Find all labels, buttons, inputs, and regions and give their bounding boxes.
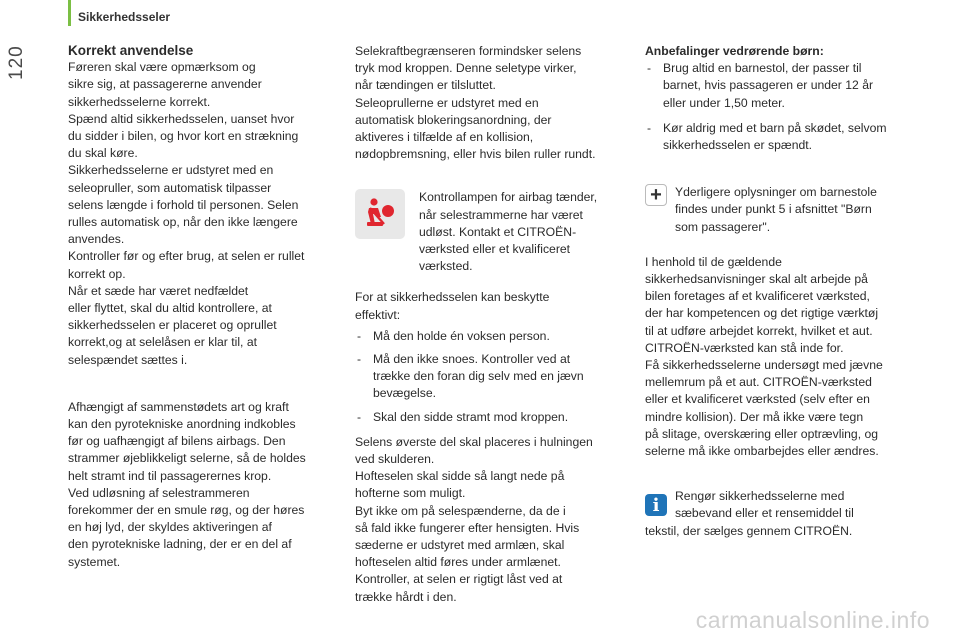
column-2 xyxy=(355,43,635,606)
airbag-warning-note xyxy=(355,189,635,275)
column-2-paragraph-2: Selens øverste del skal placeres i hulningen ved skulderen. Hofteselen skal sidde så langt nede på hofterne som muligt. Byt ikke om på selespænderne, da de i så fald ikke fungerer efter hensigten. Hvis sæderne er udstyret med armlæn, skal hofteselen altid føres under armlænet. Kontroller, at selen er rigtigt låst ved at trække hårdt i den. xyxy=(355,434,593,604)
list-item: - Skal den sidde stramt mod kroppen. xyxy=(357,409,569,424)
info-note-text xyxy=(675,488,925,522)
column-1-paragraph-2: Afhængigt af sammenstødets art og kraft kan den pyrotekniske anordning indkobles før og uafhængigt af bilens airbags. Den strammer øjeblikkeligt selerne, så de holdes helt stramt ind til passagerernes krop. Ved udløsning af selestrammeren forekommer der en smule røg, og der høres en høj lyd, der skyldes aktiveringen af den pyrotekniske ladning, der er en del af systemet. xyxy=(68,399,306,569)
section-accent-bar xyxy=(68,0,71,26)
info-note-line: Rengør sikkerhedsselerne med xyxy=(675,489,845,504)
info-note xyxy=(645,488,925,540)
column-1-paragraph-1: Føreren skal være opmærksom og sikre sig, at passagererne anvender sikkerhedsselerne korrekt. Spænd altid sikkerhedsselen, uanset hvor du sidder i bilen, og hvor kort en strækning du skal køre. Sikkerhedsselerne er udstyret med en seleopruller, som automatisk tilpasser selens længde i forhold til personen. Selen rulles automatisk op, når den ikke længere anvendes. Kontroller før og efter brug, at selen er rullet korrekt op. Når et sæde har været nedfældet eller flyttet, skal du altid kontrollere, at sikkerhedsselen er placeret og oprullet korrekt,og at selelåsen er klar til, at selespændet sættes i. xyxy=(68,60,305,367)
section-title: Sikkerhedsseler xyxy=(78,10,171,24)
list-item: - Kør aldrig med et barn på skødet, selvom sikkerhedsselen er spændt. xyxy=(647,120,887,153)
seatbelt-conditions-list xyxy=(355,328,635,426)
more-info-text: Yderligere oplysninger om barnestole findes under punkt 5 i afsnittet "Børn som passagerer". xyxy=(675,185,877,234)
airbag-warning-lamp-icon xyxy=(355,189,405,239)
column-1 xyxy=(68,42,343,571)
list-item: - Må den ikke snoes. Kontroller ved at trække den foran dig selv med en jævn bevægelse. xyxy=(357,352,584,401)
info-icon: i xyxy=(645,494,667,516)
plus-icon: + xyxy=(645,184,667,206)
list-item: - Må den holde én voksen person. xyxy=(357,328,550,343)
info-note-line: tekstil, der sælges gennem CITROËN. xyxy=(645,523,853,538)
more-info-note xyxy=(645,184,925,236)
list-item: - Brug altid en barnestol, der passer til barnet, hvis passageren er under 12 år eller under 1,50 meter. xyxy=(647,61,874,110)
column-3-paragraph-1: I henhold til de gældende sikkerhedsanvisninger skal alt arbejde på bilen foretages af et kvalificeret værksted, der har kompetencen og det rigtige værktøj til at udføre arbejdet korrekt, hvilket et aut. CITROËN-værksted kan stå inde for. Få sikkerhedsselerne undersøgt med jævne mellemrum på et aut. CITROËN-værksted eller et kvalificeret værksted (selv efter en mindre kollision). Der må ikke være tegn på slitage, overskæring eller optrævling, og selerne må ikke ombarbejdes eller ændres. xyxy=(645,254,883,459)
column-2-intro: For at sikkerhedsselen kan beskytte effektivt: xyxy=(355,290,550,322)
info-note-line: sæbevand eller et rensemiddel til xyxy=(675,506,854,521)
airbag-warning-text: Kontrollampen for airbag tænder, når selestrammerne har været udløst. Kontakt et CITROËN- værksted eller et kvalificeret værksted. xyxy=(419,190,598,274)
column-2-paragraph-1: Selekraftbegrænseren formindsker selens tryk mod kroppen. Denne seletype virker, når tændingen er tilsluttet. Seleoprullerne er udstyret med en automatisk blokeringsanordning, der aktiveres i tilfælde af en kollision, nødopbremsning, eller hvis bilen ruller rundt. xyxy=(355,44,596,162)
column-3 xyxy=(645,43,925,540)
watermark: carmanualsonline.info xyxy=(695,607,930,633)
children-recommendations-list xyxy=(645,60,925,154)
column-1-heading: Korrekt anvendelse xyxy=(68,43,194,58)
column-3-heading: Anbefalinger vedrørende børn: xyxy=(645,44,824,58)
page-number: 120 xyxy=(6,45,27,80)
